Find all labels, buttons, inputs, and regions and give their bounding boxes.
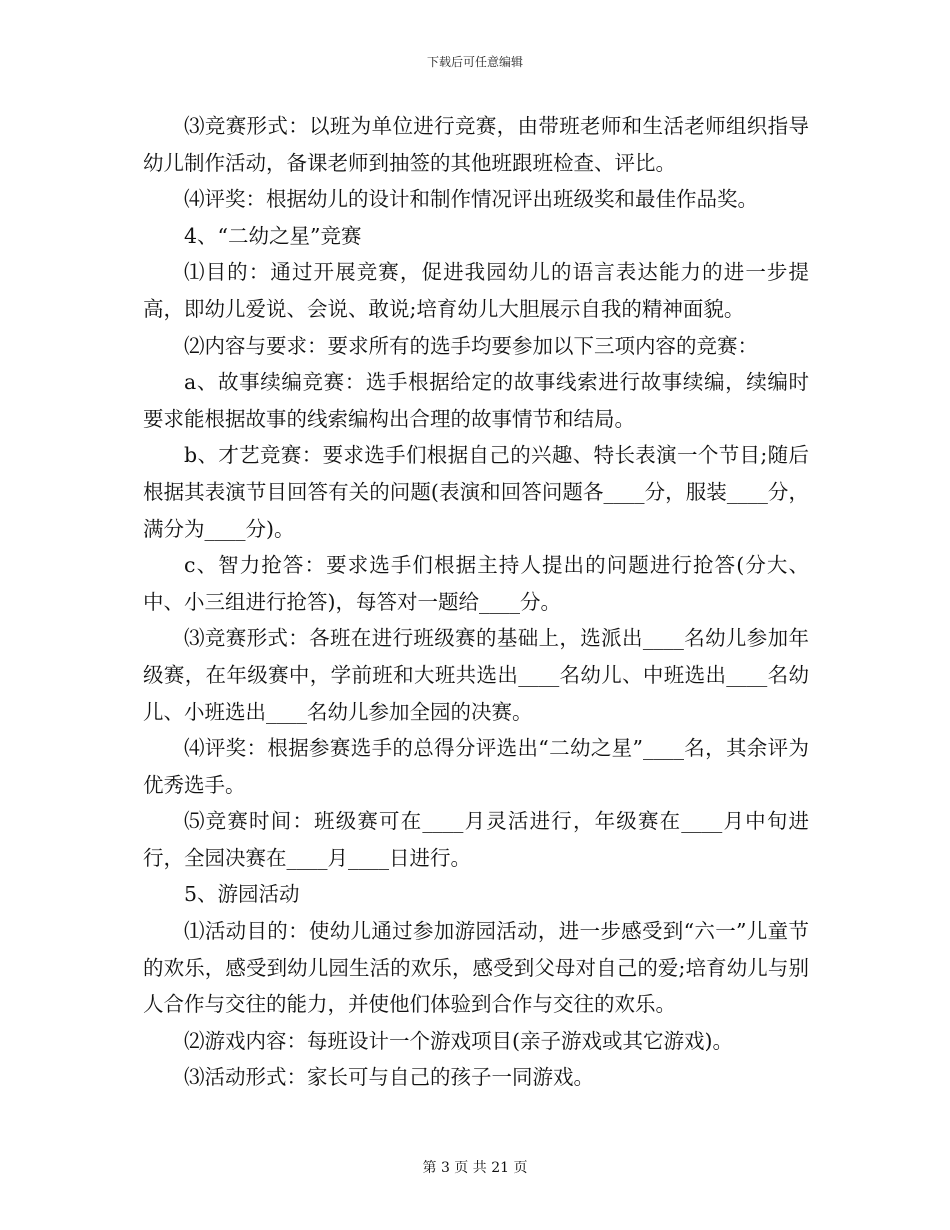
page-number: 第 3 页 共 21 页	[422, 1160, 528, 1176]
paragraph-purpose: ⑴目的：通过开展竞赛，促进我园幼儿的语言表达能力的进一步提高，即幼儿爱说、会说、敢说;培育幼儿大胆展示自我的精神面貌。	[143, 260, 809, 321]
paragraph-competition-format: ⑶竞赛形式：以班为单位进行竞赛，由带班老师和生活老师组织指导幼儿制作活动，备课老师到抽签的其他班跟班检查、评比。	[143, 114, 809, 175]
document-body	[143, 108, 809, 1096]
page-header: 下载后可任意编辑	[426, 55, 523, 69]
paragraph-quiz: c、智力抢答：要求选手们根据主持人提出的问题进行抢答(分大、中、小三组进行抢答)，每答对一题给____分。	[143, 553, 809, 614]
section-heading-star-competition: 4、“二幼之星”竞赛	[184, 223, 362, 248]
paragraph-talent-show: b、才艺竞赛：要求选手们根据自己的兴趣、特长表演一个节目;随后根据其表演节目回答有关的问题(表演和回答问题各____分，服装____分，满分为____分)。	[143, 443, 809, 541]
paragraph-award-2: ⑷评奖：根据参赛选手的总得分评选出“二幼之星”____名，其余评为优秀选手。	[143, 736, 809, 797]
paragraph-activity-purpose: ⑴活动目的：使幼儿通过参加游园活动，进一步感受到“六一”儿童节的欢乐，感受到幼儿园生活的欢乐，感受到父母对自己的爱;培育幼儿与别人合作与交往的能力，并使他们体验到合作与交往的欢乐。	[143, 919, 809, 1017]
paragraph-competition-format-2: ⑶竞赛形式：各班在进行班级赛的基础上，选派出____名幼儿参加年级赛，在年级赛中，学前班和大班共选出____名幼儿、中班选出____名幼儿、小班选出____名幼儿参加全园的决赛。	[143, 626, 809, 724]
paragraph-game-content: ⑵游戏内容：每班设计一个游戏项目(亲子游戏或其它游戏)。	[184, 1028, 733, 1053]
paragraph-award: ⑷评奖：根据幼儿的设计和制作情况评出班级奖和最佳作品奖。	[184, 187, 758, 212]
paragraph-story-continuation: a、故事续编竞赛：选手根据给定的故事线索进行故事续编，续编时要求能根据故事的线索编构出合理的故事情节和结局。	[143, 370, 809, 431]
paragraph-competition-time: ⑸竞赛时间：班级赛可在____月灵活进行，年级赛在____月中旬进行，全园决赛在____月____日进行。	[143, 809, 809, 870]
paragraph-content-requirements: ⑵内容与要求：要求所有的选手均要参加以下三项内容的竞赛：	[184, 333, 758, 358]
paragraph-activity-format: ⑶活动形式：家长可与自己的孩子一同游戏。	[184, 1065, 594, 1090]
section-heading-garden-activity: 5、游园活动	[184, 882, 300, 907]
